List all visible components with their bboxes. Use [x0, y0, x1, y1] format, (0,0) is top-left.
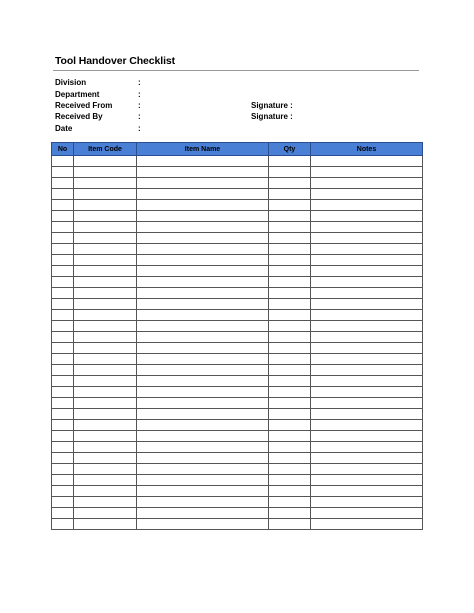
table-cell-item-name[interactable] [137, 453, 269, 464]
table-cell-no[interactable] [52, 354, 74, 365]
table-cell-qty[interactable] [269, 486, 311, 497]
table-row [52, 464, 423, 475]
table-cell-item-name[interactable] [137, 431, 269, 442]
table-cell-notes[interactable] [311, 332, 423, 343]
table-cell-item-name[interactable] [137, 376, 269, 387]
table-cell-notes[interactable] [311, 178, 423, 189]
table-cell-qty[interactable] [269, 519, 311, 530]
table-cell-qty[interactable] [269, 398, 311, 409]
page-title: Tool Handover Checklist [55, 55, 176, 67]
table-cell-no[interactable] [52, 376, 74, 387]
field-label-received-from: Received From [55, 101, 113, 110]
table-cell-no[interactable] [52, 475, 74, 486]
table-row [52, 211, 423, 222]
table-cell-item-name[interactable] [137, 321, 269, 332]
table-cell-item-name[interactable] [137, 409, 269, 420]
table-cell-notes[interactable] [311, 508, 423, 519]
field-colon-received-by: : [138, 112, 141, 121]
table-row [52, 244, 423, 255]
table-cell-notes[interactable] [311, 387, 423, 398]
table-cell-notes[interactable] [311, 354, 423, 365]
table-row [52, 255, 423, 266]
table-cell-item-code[interactable] [74, 442, 137, 453]
table-cell-item-name[interactable] [137, 332, 269, 343]
table-cell-qty[interactable] [269, 420, 311, 431]
table-cell-item-code[interactable] [74, 376, 137, 387]
table-cell-item-name[interactable] [137, 156, 269, 167]
table-cell-no[interactable] [52, 343, 74, 354]
table-cell-item-name[interactable] [137, 354, 269, 365]
table-cell-notes[interactable] [311, 244, 423, 255]
table-cell-item-code[interactable] [74, 255, 137, 266]
table-cell-item-name[interactable] [137, 519, 269, 530]
table-cell-no[interactable] [52, 508, 74, 519]
table-row [52, 178, 423, 189]
table-cell-notes[interactable] [311, 321, 423, 332]
table-cell-notes[interactable] [311, 189, 423, 200]
table-cell-qty[interactable] [269, 321, 311, 332]
table-row [52, 453, 423, 464]
table-cell-item-name[interactable] [137, 442, 269, 453]
table-cell-item-code[interactable] [74, 222, 137, 233]
table-cell-item-code[interactable] [74, 167, 137, 178]
table-row [52, 277, 423, 288]
table-row [52, 288, 423, 299]
table-row [52, 442, 423, 453]
table-cell-no[interactable] [52, 464, 74, 475]
table-row [52, 486, 423, 497]
column-header-notes: Notes [311, 143, 423, 156]
table-cell-qty[interactable] [269, 365, 311, 376]
table-cell-item-code[interactable] [74, 211, 137, 222]
table-row [52, 376, 423, 387]
table-cell-notes[interactable] [311, 288, 423, 299]
table-cell-notes[interactable] [311, 167, 423, 178]
table-cell-notes[interactable] [311, 409, 423, 420]
signature-label-received-from: Signature : [251, 101, 293, 110]
table-cell-item-name[interactable] [137, 398, 269, 409]
table-cell-qty[interactable] [269, 508, 311, 519]
table-cell-item-name[interactable] [137, 343, 269, 354]
table-cell-no[interactable] [52, 497, 74, 508]
table-cell-notes[interactable] [311, 156, 423, 167]
table-row [52, 475, 423, 486]
table-cell-notes[interactable] [311, 442, 423, 453]
table-cell-notes[interactable] [311, 266, 423, 277]
table-cell-item-name[interactable] [137, 211, 269, 222]
table-cell-item-name[interactable] [137, 486, 269, 497]
table-cell-item-code[interactable] [74, 233, 137, 244]
table-cell-item-name[interactable] [137, 222, 269, 233]
table-row [52, 321, 423, 332]
table-cell-qty[interactable] [269, 299, 311, 310]
table-cell-item-name[interactable] [137, 497, 269, 508]
table-cell-item-code[interactable] [74, 409, 137, 420]
table-cell-qty[interactable] [269, 442, 311, 453]
table-cell-item-code[interactable] [74, 321, 137, 332]
table-cell-item-code[interactable] [74, 519, 137, 530]
table-row [52, 387, 423, 398]
table-row [52, 233, 423, 244]
table-cell-no[interactable] [52, 244, 74, 255]
table-cell-qty[interactable] [269, 277, 311, 288]
table-cell-item-code[interactable] [74, 475, 137, 486]
table-cell-qty[interactable] [269, 156, 311, 167]
table-cell-item-name[interactable] [137, 200, 269, 211]
table-cell-no[interactable] [52, 519, 74, 530]
table-cell-qty[interactable] [269, 266, 311, 277]
table-cell-no[interactable] [52, 387, 74, 398]
table-row [52, 200, 423, 211]
table-cell-no[interactable] [52, 486, 74, 497]
table-cell-no[interactable] [52, 431, 74, 442]
table-cell-no[interactable] [52, 189, 74, 200]
table-cell-notes[interactable] [311, 475, 423, 486]
signature-label-received-by: Signature : [251, 112, 293, 121]
table-cell-item-name[interactable] [137, 288, 269, 299]
table-cell-item-name[interactable] [137, 189, 269, 200]
table-row [52, 420, 423, 431]
table-cell-no[interactable] [52, 288, 74, 299]
table-cell-qty[interactable] [269, 222, 311, 233]
table-cell-item-code[interactable] [74, 299, 137, 310]
table-cell-no[interactable] [52, 409, 74, 420]
table-cell-item-name[interactable] [137, 233, 269, 244]
table-row [52, 354, 423, 365]
table-cell-item-name[interactable] [137, 365, 269, 376]
table-cell-item-code[interactable] [74, 332, 137, 343]
table-cell-item-name[interactable] [137, 178, 269, 189]
table-cell-item-name[interactable] [137, 508, 269, 519]
table-cell-qty[interactable] [269, 211, 311, 222]
table-cell-notes[interactable] [311, 200, 423, 211]
field-label-department: Department [55, 90, 100, 99]
table-cell-no[interactable] [52, 398, 74, 409]
table-cell-notes[interactable] [311, 376, 423, 387]
table-cell-no[interactable] [52, 255, 74, 266]
table-cell-qty[interactable] [269, 200, 311, 211]
title-divider [53, 70, 419, 71]
table-cell-item-name[interactable] [137, 266, 269, 277]
table-cell-qty[interactable] [269, 387, 311, 398]
table-row [52, 266, 423, 277]
table-cell-qty[interactable] [269, 354, 311, 365]
table-cell-notes[interactable] [311, 277, 423, 288]
table-cell-item-name[interactable] [137, 255, 269, 266]
table-cell-notes[interactable] [311, 453, 423, 464]
table-cell-item-name[interactable] [137, 464, 269, 475]
field-label-division: Division [55, 78, 87, 87]
table-cell-no[interactable] [52, 233, 74, 244]
table-body [52, 156, 423, 530]
table-cell-qty[interactable] [269, 464, 311, 475]
table-cell-item-code[interactable] [74, 387, 137, 398]
table-cell-item-code[interactable] [74, 189, 137, 200]
field-label-received-by: Received By [55, 112, 103, 121]
table-cell-notes[interactable] [311, 222, 423, 233]
table-cell-item-name[interactable] [137, 167, 269, 178]
table-cell-no[interactable] [52, 277, 74, 288]
table-cell-no[interactable] [52, 200, 74, 211]
table-cell-item-code[interactable] [74, 486, 137, 497]
table-cell-item-code[interactable] [74, 398, 137, 409]
table-cell-notes[interactable] [311, 497, 423, 508]
table-cell-qty[interactable] [269, 233, 311, 244]
table-cell-qty[interactable] [269, 288, 311, 299]
table-cell-notes[interactable] [311, 255, 423, 266]
table-cell-item-code[interactable] [74, 343, 137, 354]
table-cell-qty[interactable] [269, 497, 311, 508]
table-cell-qty[interactable] [269, 475, 311, 486]
table-cell-qty[interactable] [269, 244, 311, 255]
table-cell-no[interactable] [52, 332, 74, 343]
table-row [52, 409, 423, 420]
table-cell-item-code[interactable] [74, 431, 137, 442]
field-label-date: Date [55, 124, 73, 133]
table-cell-no[interactable] [52, 453, 74, 464]
column-header-qty: Qty [269, 143, 311, 156]
table-cell-no[interactable] [52, 178, 74, 189]
table-cell-qty[interactable] [269, 310, 311, 321]
table-cell-notes[interactable] [311, 343, 423, 354]
table-cell-item-code[interactable] [74, 277, 137, 288]
table-row [52, 299, 423, 310]
table-row [52, 167, 423, 178]
table-row [52, 310, 423, 321]
table-cell-qty[interactable] [269, 343, 311, 354]
table-cell-item-code[interactable] [74, 244, 137, 255]
table-cell-no[interactable] [52, 211, 74, 222]
table-cell-no[interactable] [52, 167, 74, 178]
table-cell-qty[interactable] [269, 189, 311, 200]
table-cell-item-code[interactable] [74, 453, 137, 464]
field-colon-date: : [138, 124, 141, 133]
table-cell-notes[interactable] [311, 519, 423, 530]
table-cell-no[interactable] [52, 266, 74, 277]
field-colon-department: : [138, 90, 141, 99]
table-cell-no[interactable] [52, 420, 74, 431]
table-cell-qty[interactable] [269, 376, 311, 387]
table-cell-no[interactable] [52, 156, 74, 167]
table-cell-item-code[interactable] [74, 497, 137, 508]
table-cell-item-code[interactable] [74, 365, 137, 376]
table-cell-no[interactable] [52, 442, 74, 453]
table-cell-qty[interactable] [269, 409, 311, 420]
column-header-item-name: Item Name [137, 143, 269, 156]
table-cell-qty[interactable] [269, 167, 311, 178]
table-cell-notes[interactable] [311, 431, 423, 442]
table-row [52, 497, 423, 508]
table-cell-notes[interactable] [311, 233, 423, 244]
table-row [52, 332, 423, 343]
table-cell-item-name[interactable] [137, 310, 269, 321]
table-cell-item-code[interactable] [74, 464, 137, 475]
table-cell-item-code[interactable] [74, 288, 137, 299]
table-cell-no[interactable] [52, 321, 74, 332]
table-cell-item-code[interactable] [74, 354, 137, 365]
field-colon-received-from: : [138, 101, 141, 110]
table-cell-notes[interactable] [311, 464, 423, 475]
table-cell-notes[interactable] [311, 486, 423, 497]
table-header-row [52, 143, 423, 156]
table-cell-no[interactable] [52, 365, 74, 376]
table-cell-no[interactable] [52, 222, 74, 233]
table-cell-notes[interactable] [311, 398, 423, 409]
table-cell-qty[interactable] [269, 453, 311, 464]
table-row [52, 343, 423, 354]
table-cell-item-name[interactable] [137, 299, 269, 310]
table-cell-notes[interactable] [311, 211, 423, 222]
table-cell-no[interactable] [52, 299, 74, 310]
table-cell-item-code[interactable] [74, 310, 137, 321]
table-cell-notes[interactable] [311, 365, 423, 376]
table-cell-item-code[interactable] [74, 156, 137, 167]
field-colon-division: : [138, 78, 141, 87]
table-row [52, 365, 423, 376]
table-cell-notes[interactable] [311, 310, 423, 321]
table-cell-item-name[interactable] [137, 475, 269, 486]
table-cell-item-code[interactable] [74, 200, 137, 211]
column-header-item-code: Item Code [74, 143, 137, 156]
table-cell-item-code[interactable] [74, 420, 137, 431]
table-cell-qty[interactable] [269, 178, 311, 189]
table-cell-no[interactable] [52, 310, 74, 321]
table-row [52, 398, 423, 409]
table-cell-item-name[interactable] [137, 420, 269, 431]
table-cell-item-name[interactable] [137, 244, 269, 255]
table-cell-qty[interactable] [269, 255, 311, 266]
table-cell-notes[interactable] [311, 299, 423, 310]
table-cell-item-code[interactable] [74, 178, 137, 189]
column-header-no: No [52, 143, 74, 156]
table-row [52, 156, 423, 167]
checklist-table [51, 142, 423, 530]
table-cell-item-code[interactable] [74, 266, 137, 277]
table-cell-notes[interactable] [311, 420, 423, 431]
table-row [52, 508, 423, 519]
table-row [52, 189, 423, 200]
table-cell-item-name[interactable] [137, 387, 269, 398]
table-row [52, 519, 423, 530]
table-row [52, 431, 423, 442]
table-cell-item-code[interactable] [74, 508, 137, 519]
table-cell-qty[interactable] [269, 332, 311, 343]
table-row [52, 222, 423, 233]
table-cell-item-name[interactable] [137, 277, 269, 288]
table-cell-qty[interactable] [269, 431, 311, 442]
